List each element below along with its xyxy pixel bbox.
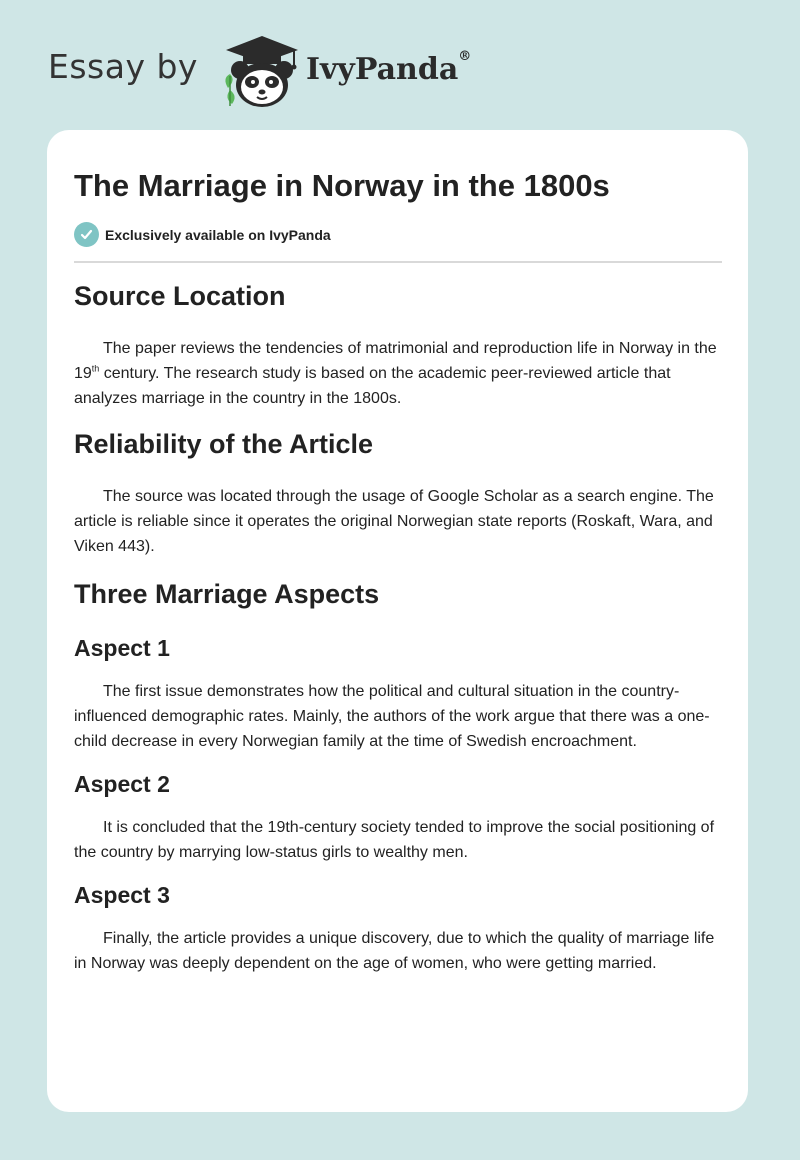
exclusive-label: Exclusively available on IvyPanda: [105, 226, 331, 243]
check-circle-icon: [74, 222, 99, 247]
page-title: The Marriage in Norway in the 1800s: [74, 168, 610, 203]
paragraph-aspect-3: Finally, the article provides a unique discovery, due to which the quality of marriage life in Norway was deeply dependent on the age of women, who were getting married.: [74, 929, 715, 972]
exclusive-badge: [74, 222, 331, 247]
heading-aspect-1: Aspect 1: [74, 635, 170, 662]
registered-mark: ®: [458, 48, 472, 64]
paragraph-aspect-2: It is concluded that the 19th-century society tended to improve the social positioning of the country by marrying low-status girls to wealthy men.: [74, 819, 715, 862]
essay-card: [47, 130, 748, 1112]
essay-by-label: Essay by: [48, 46, 198, 86]
panda-logo-icon[interactable]: [212, 30, 312, 110]
paragraph-source-location: The paper reviews the tendencies of matrimonial and reproduction life in Norway in the 19th century. The research study is based on the academic peer-reviewed article that analyzes marriage in the country in the 1800s.: [74, 340, 717, 408]
heading-reliability: Reliability of the Article: [74, 429, 374, 460]
heading-aspect-3: Aspect 3: [74, 882, 170, 909]
brand-name[interactable]: IvyPanda®: [305, 48, 472, 87]
paragraph-reliability: The source was located through the usage of Google Scholar as a search engine. The article is reliable since it operates the original Norwegian state reports (Roskaft, Wara, and Viken 443).: [74, 488, 714, 556]
heading-source-location: Source Location: [74, 281, 286, 311]
superscript: th: [91, 363, 100, 374]
essay-body: [74, 279, 722, 976]
heading-aspect-2: Aspect 2: [74, 771, 170, 798]
paragraph-aspect-1: The first issue demonstrates how the political and cultural situation in the country-influenced demographic rates. Mainly, the authors of the work argue that there was a one-child decrease in every Norwegian family at the time of Swedish encroachment.: [74, 683, 710, 751]
divider: [74, 261, 722, 263]
brand-header: [48, 30, 471, 110]
heading-aspects: Three Marriage Aspects: [74, 579, 380, 610]
